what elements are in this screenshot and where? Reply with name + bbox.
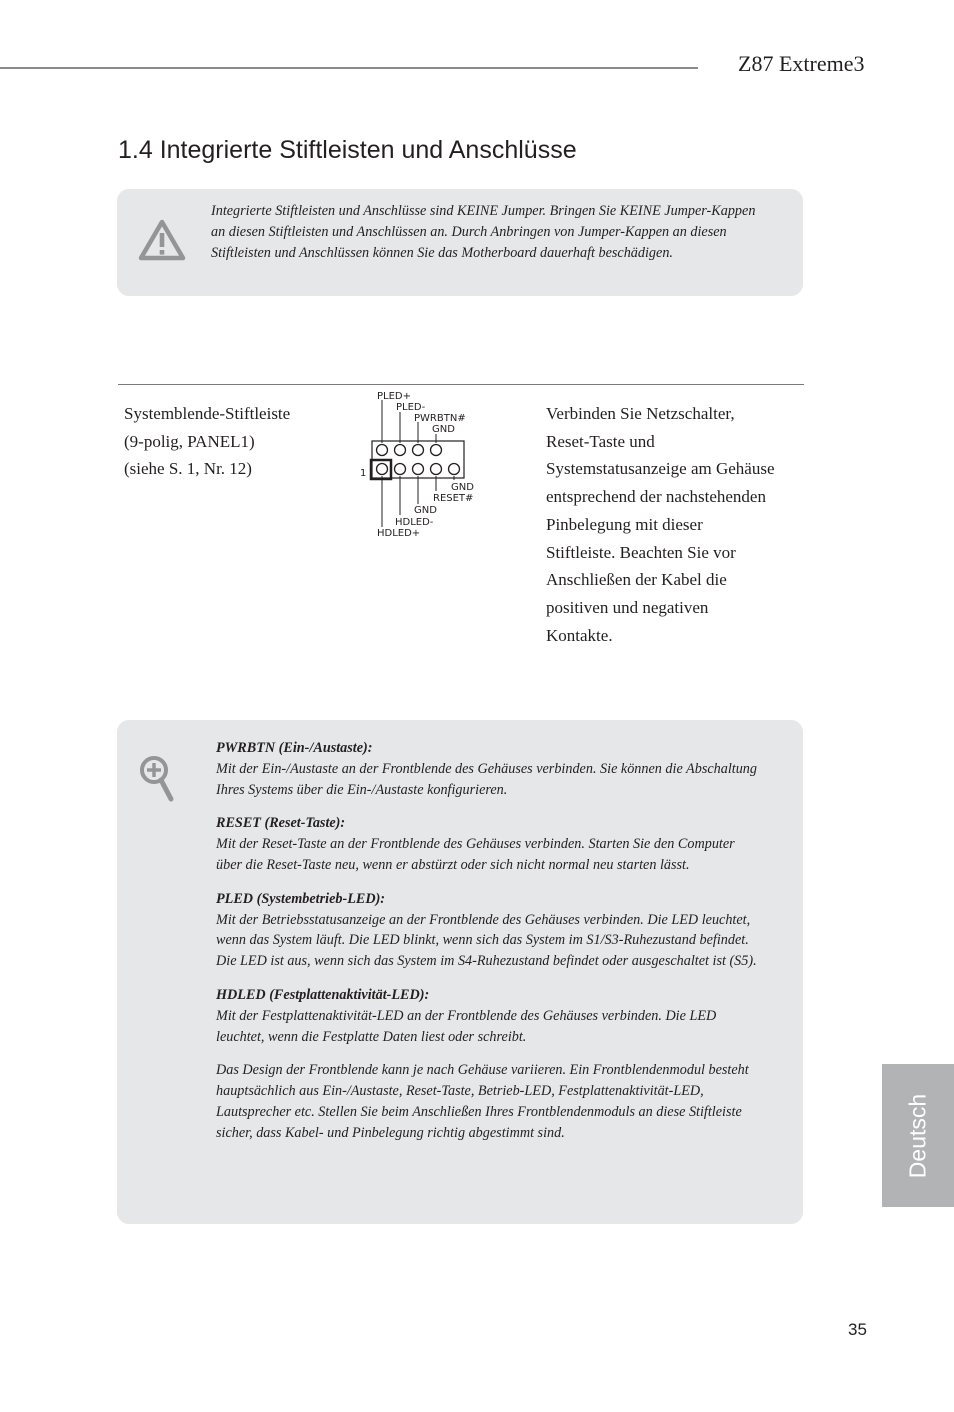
connector-description: Verbinden Sie Netzschalter, Reset-Taste und Systemstatusanzeige am Gehäuse entsprechend der nachstehenden Pinbelegung mit dieser Stiftleiste. Beachten Sie vor Anschließen der Kabel die positiven und negativen Kontakte.: [546, 404, 775, 645]
language-tab: [882, 1064, 954, 1207]
pin-label-hdled-plus: HDLED+: [377, 528, 421, 539]
pin-label-hdled-minus: HDLED-: [395, 517, 434, 528]
info-paragraph-pwrbtn: [216, 738, 761, 800]
info-title: PLED (Systembetrieb-LED):: [216, 890, 386, 907]
connector-name: [124, 400, 290, 483]
model-name: Z87 Extreme3: [738, 51, 865, 76]
section-divider: [118, 384, 804, 385]
info-text: [216, 738, 761, 1157]
pin-label-pwrbtn: PWRBTN#: [414, 413, 466, 424]
pin-label-gnd-bottom: GND: [414, 505, 437, 516]
connector-name-line: Systemblende-Stiftleiste: [124, 404, 291, 423]
warning-triangle-icon: [138, 219, 186, 261]
panel-header-pin-diagram: [356, 388, 486, 543]
connector-name-line: (siehe S. 1, Nr. 12): [124, 459, 252, 479]
pin-label-gnd-bottom-right: GND: [451, 482, 474, 493]
pin-label-gnd-top: GND: [432, 424, 455, 435]
section-title: 1.4 Integrierte Stiftleisten und Anschlüsse: [118, 136, 577, 164]
pin-label-pled-plus: PLED+: [377, 391, 411, 402]
info-body: Mit der Reset-Taste an der Frontblende des Gehäuses verbinden. Starten Sie den Computer über die Reset-Taste neu, wenn er abstürzt oder sich nicht normal neu starten lässt.: [216, 836, 735, 873]
info-title: RESET (Reset-Taste):: [216, 815, 346, 832]
page-number: 35: [848, 1320, 867, 1339]
info-body: Das Design der Frontblende kann je nach Gehäuse variieren. Ein Frontblendenmodul besteht hauptsächlich aus Ein-/Austaste, Reset-Taste, Betrieb-LED, Festplattenaktivität-LED, Lautsprecher etc. Stellen Sie beim Anschließen Ihres Frontblendenmoduls an diese Stiftleiste sicher, dass Kabel- und Pinbelegung richtig abgestimmt sind.: [216, 1062, 749, 1141]
info-paragraph-reset: [216, 813, 761, 875]
info-body: Mit der Betriebsstatusanzeige an der Frontblende des Gehäuses verbinden. Die LED leuchtet, wenn das System läuft. Die LED blinkt, wenn sich das System im S1/S3-Ruhezustand befindet. Die LED ist aus, wenn sich das System im S4-Ruhezustand befindet oder ausgeschaltet ist (S5).: [216, 911, 757, 970]
info-paragraph-pled: [216, 889, 761, 972]
info-title: PWRBTN (Ein-/Austaste):: [216, 740, 373, 756]
header-rule: [0, 67, 698, 69]
language-tab-label: Deutsch: [904, 1093, 931, 1178]
info-title: HDLED (Festplattenaktivität-LED):: [216, 986, 430, 1003]
info-paragraph-note: [216, 1060, 761, 1143]
warning-text: Integrierte Stiftleisten und Anschlüsse sind KEINE Jumper. Bringen Sie KEINE Jumper-Kappen an diesen Stiftleisten und Anschlüssen an. Durch Anbringen von Jumper-Kappen an diesen Stiftleisten und Anschlüssen können Sie das Motherboard dauerhaft beschädigen.: [211, 203, 756, 261]
pin1-label: 1: [360, 468, 367, 479]
info-body: Mit der Festplattenaktivität-LED an der Frontblende des Gehäuses verbinden. Die LED leuchtet, wenn die Festplatte Daten liest oder schreibt.: [216, 1007, 717, 1045]
connector-name-line: (9-polig, PANEL1): [124, 431, 255, 451]
info-body: Mit der Ein-/Austaste an der Frontblende des Gehäuses verbinden. Sie können die Abschaltung Ihres Systems über die Ein-/Austaste konfigurieren.: [216, 760, 757, 798]
pin-label-pled-minus: PLED-: [396, 402, 426, 413]
magnifier-plus-icon: [139, 755, 177, 805]
pin-label-reset: RESET#: [433, 493, 474, 504]
info-paragraph-hdled: [216, 985, 761, 1047]
